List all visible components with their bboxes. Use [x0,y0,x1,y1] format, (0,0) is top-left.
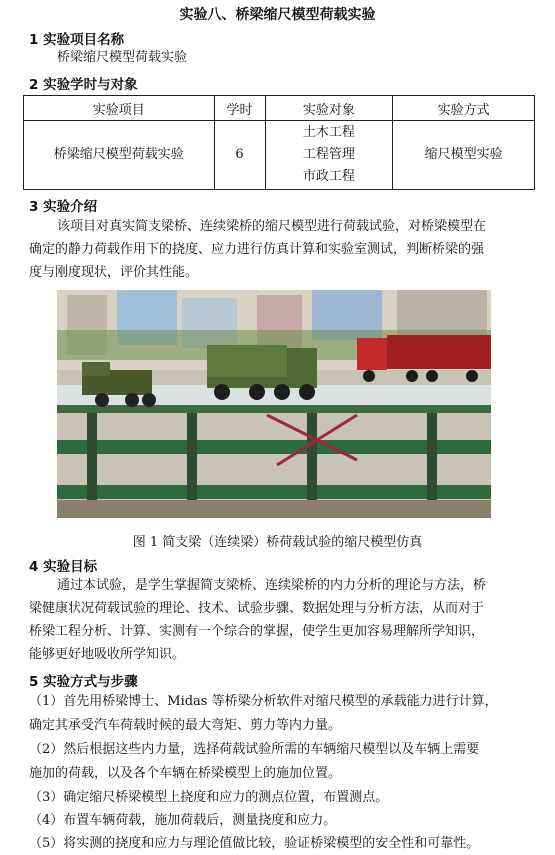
section-5-line: （3）确定缩尺桥梁模型上挠度和应力的测点位置，布置测点。 [29,790,389,805]
section-3-line: 确定的静力荷载作用下的挠度、应力进行仿真计算和实验室测试，判断桥梁的强 [29,242,485,257]
table-cell-method: 缩尺模型实验 [393,121,535,190]
section-2-heading: 2 实验学时与对象 [29,77,138,93]
info-table [23,95,535,190]
section-5-line: （5）将实测的挠度和应力与理论值做比较，验证桥梁模型的安全性和可靠性。 [29,836,480,851]
section-1-text: 桥梁缩尺模型荷载实验 [57,50,188,65]
section-3-line: 该项目对真实简支梁桥、连续梁桥的缩尺模型进行荷载试验，对桥梁模型在 [57,219,487,234]
section-5-line: 施加的荷载，以及各个车辆在桥梁模型上的施加位置。 [29,766,342,781]
target-item: 工程管理 [302,147,355,162]
table-cell-hours: 6 [214,121,265,190]
table-cell-targets [265,121,393,190]
table-cell-project: 桥梁缩尺模型荷载实验 [24,121,215,190]
section-4-line: 能够更好地吸收所学知识。 [29,647,186,662]
section-4-line: 梁健康状况荷载试验的理论、技术、试验步骤、数据处理与分析方法，从而对于 [29,601,485,616]
section-3-line: 度与刚度现状，评价其性能。 [29,265,199,280]
section-4-heading: 4 实验目标 [29,559,98,575]
figure-caption: 图 1 简支梁（连续梁）桥荷载试验的缩尺模型仿真 [132,535,423,550]
table-header-cell: 学时 [214,96,265,121]
section-1-heading: 1 实验项目名称 [29,32,125,48]
section-4-line: 桥梁工程分析、计算、实测有一个综合的掌握，使学生更加容易理解所学知识， [29,624,485,639]
section-5-heading: 5 实验方式与步骤 [29,674,138,690]
target-item: 市政工程 [302,169,355,184]
table-row [24,121,535,190]
target-item: 土木工程 [302,125,355,140]
section-5-line: （1）首先用桥梁博士、Midas 等桥梁分析软件对缩尺模型的承载能力进行计算， [29,694,498,709]
table-header-cell: 实验项目 [24,96,215,121]
section-5-line: （4）布置车辆荷载，施加荷载后，测量挠度和应力。 [29,813,337,828]
bridge-model-photo [57,290,491,518]
table-header-cell: 实验对象 [265,96,393,121]
section-5-line: （2）然后根据这些内力量，选择荷载试验所需的车辆缩尺模型以及车辆上需要 [29,742,480,757]
section-4-line: 通过本试验，是学生掌握简支梁桥、连续梁桥的内力分析的理论与方法，桥 [57,578,487,593]
table-header-row [24,96,535,121]
page-title: 实验八、桥梁缩尺模型荷载实验 [179,7,376,23]
section-3-heading: 3 实验介绍 [29,199,98,215]
section-5-line: 确定其承受汽车荷载时候的最大弯矩、剪力等内力量。 [29,718,342,733]
table-header-cell: 实验方式 [393,96,535,121]
